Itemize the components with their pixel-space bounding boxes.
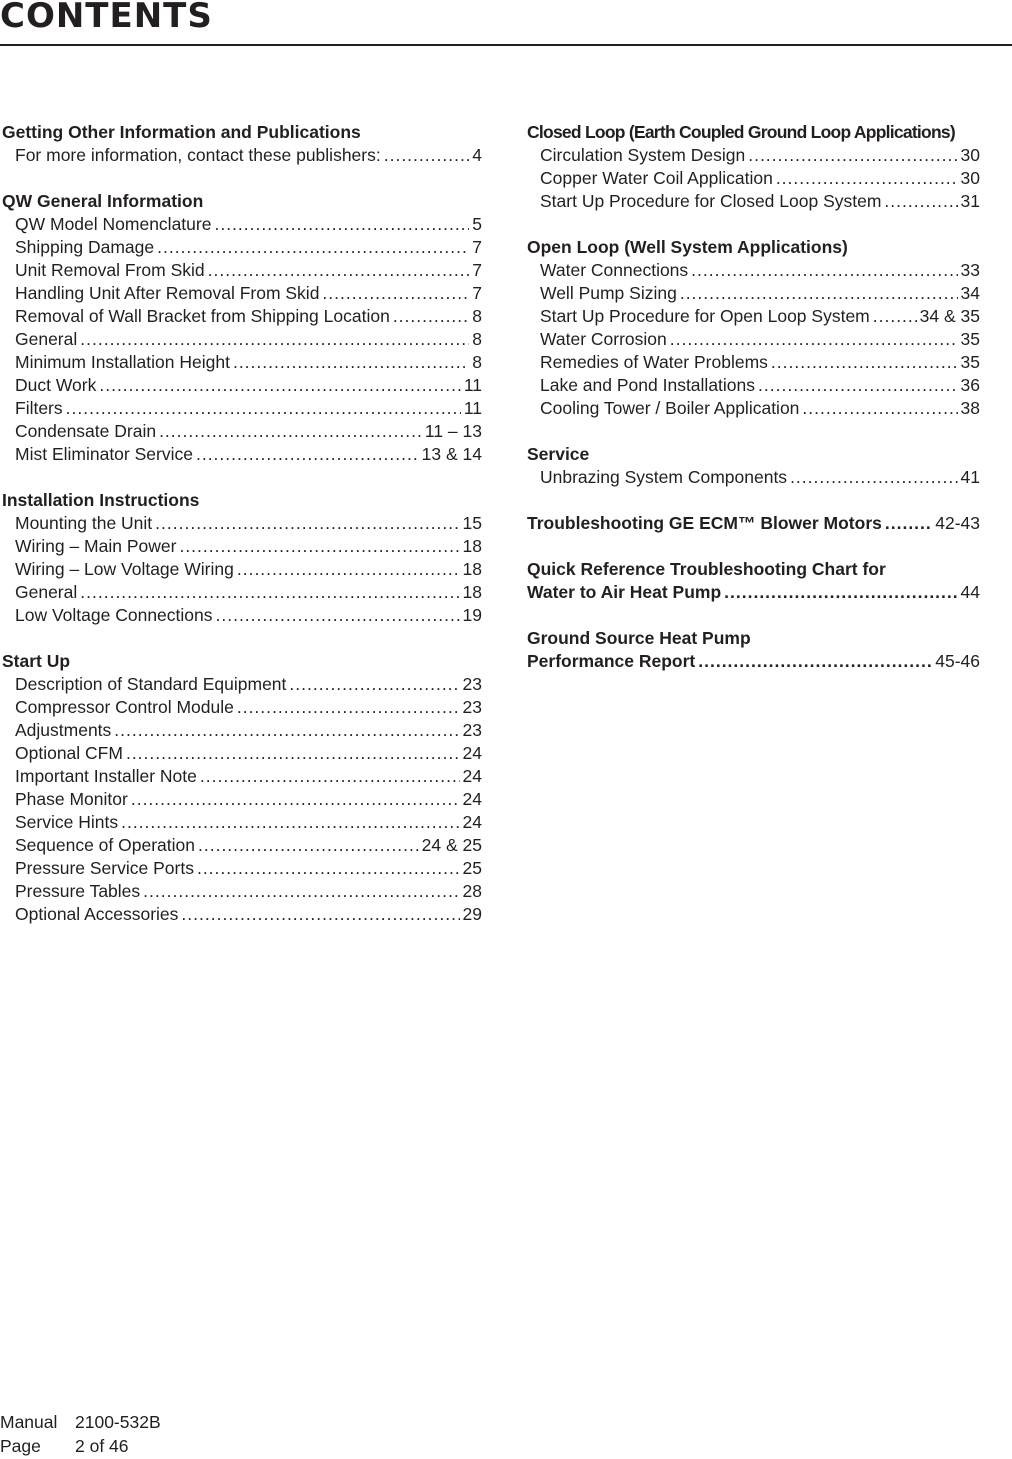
toc-entry-page: 35: [960, 329, 980, 349]
leader-dots: [670, 328, 958, 351]
toc-entry-start-up-procedure-for-open-loop-system[interactable]: [527, 305, 980, 328]
toc-entry-label: Pressure Service Ports: [15, 858, 194, 878]
toc-entry-for-more-information-contact-these-publishers[interactable]: [2, 144, 482, 167]
toc-entry-label: Shipping Damage: [15, 237, 155, 257]
leader-dots: [80, 328, 469, 351]
toc-entry-filters[interactable]: [2, 397, 482, 420]
leader-dots: [393, 305, 469, 328]
toc-entry-page: 7: [472, 283, 482, 303]
toc-entry-cooling-tower-boiler-application[interactable]: [527, 397, 980, 420]
toc-entry-page: 34: [960, 283, 980, 303]
leader-dots: [884, 190, 957, 213]
toc-entry-general[interactable]: [2, 581, 482, 604]
toc-entry-minimum-installation-height[interactable]: [2, 351, 482, 374]
toc-entry-label: Compressor Control Module: [15, 697, 234, 717]
toc-entry-remedies-of-water-problems[interactable]: [527, 351, 980, 374]
leader-dots: [99, 374, 460, 397]
toc-entry-label: Copper Water Coil Application: [540, 168, 773, 188]
section-title: QW General Information: [2, 191, 204, 211]
toc-section-getting-other-information-and-publications: [2, 121, 482, 167]
section-title: Closed Loop (Earth Coupled Ground Loop Applications): [527, 122, 955, 142]
toc-entry-page: 18: [462, 559, 482, 579]
footer-manual-label: Manual: [0, 1412, 58, 1432]
leader-dots: [80, 581, 459, 604]
toc-entry-page: 24: [462, 812, 482, 832]
leader-dots: [873, 305, 917, 328]
leader-dots: [208, 259, 470, 282]
toc-section-open-loop: [527, 236, 980, 420]
toc-entry-page: 29: [462, 904, 482, 924]
leader-dots: [155, 512, 459, 535]
toc-entry-label: Water to Air Heat Pump: [527, 582, 722, 602]
leader-dots: [790, 466, 957, 489]
toc-entry-page: 34 & 35: [919, 306, 980, 326]
toc-entry-phase-monitor[interactable]: [2, 788, 482, 811]
toc-entry-page: 5: [472, 214, 482, 234]
toc-entry-page: 24: [462, 789, 482, 809]
toc-entry-page: 42-43: [935, 513, 980, 533]
toc-entry-well-pump-sizing[interactable]: [527, 282, 980, 305]
toc-entry-label: Water Connections: [540, 260, 689, 280]
toc-entry-page: 18: [462, 582, 482, 602]
toc-entry-handling-unit-after-removal-from-skid[interactable]: [2, 282, 482, 305]
toc-left-column: [2, 121, 482, 949]
toc-entry-label: Troubleshooting GE ECM™ Blower Motors: [527, 513, 882, 533]
toc-entry-page: 13 & 14: [421, 444, 482, 464]
toc-entry-performance-report[interactable]: [527, 650, 980, 673]
toc-entry-page: 7: [472, 260, 482, 280]
leader-dots: [237, 558, 460, 581]
leader-dots: [214, 213, 469, 236]
leader-dots: [724, 581, 957, 604]
toc-entry-circulation-system-design[interactable]: [527, 144, 980, 167]
toc-entry-low-voltage-connections[interactable]: [2, 604, 482, 627]
toc-entry-removal-of-wall-bracket-from-shipping-location[interactable]: [2, 305, 482, 328]
toc-entry-page: 30: [960, 168, 980, 188]
toc-entry-label: Handling Unit After Removal From Skid: [15, 283, 320, 303]
toc-entry-label: Circulation System Design: [540, 145, 746, 165]
leader-dots: [698, 650, 932, 673]
toc-entry-service-hints[interactable]: [2, 811, 482, 834]
toc-entry-label: Optional CFM: [15, 743, 123, 763]
leader-dots: [157, 236, 469, 259]
toc-entry-label: Filters: [15, 398, 63, 418]
leader-dots: [196, 443, 419, 466]
toc-entry-page: 25: [462, 858, 482, 878]
section-title: Start Up: [2, 651, 71, 671]
toc-entry-label: Condensate Drain: [15, 421, 157, 441]
toc-entry-label: Cooling Tower / Boiler Application: [540, 398, 800, 418]
toc-entry-page: 45-46: [935, 651, 980, 671]
toc-entry-start-up-procedure-for-closed-loop-system[interactable]: [527, 190, 980, 213]
toc-entry-general[interactable]: [2, 328, 482, 351]
leader-dots: [771, 351, 958, 374]
toc-entry-troubleshooting[interactable]: [527, 512, 980, 535]
toc-entry-page: 28: [462, 881, 482, 901]
toc-entry-page: 7: [472, 237, 482, 257]
toc-entry-page: 30: [960, 145, 980, 165]
leader-dots: [114, 719, 459, 742]
toc-entry-label: Unit Removal From Skid: [15, 260, 205, 280]
leader-dots: [776, 167, 958, 190]
toc-entry-page: 8: [472, 329, 482, 349]
leader-dots: [748, 144, 957, 167]
leader-dots: [758, 374, 958, 397]
toc-entry-page: 15: [462, 513, 482, 533]
toc-entry-page: 18: [462, 536, 482, 556]
toc-entry-label: General: [15, 329, 78, 349]
toc-entry-page: 44: [960, 582, 980, 602]
leader-dots: [691, 259, 957, 282]
toc-section-start-up: [2, 650, 482, 926]
leader-dots: [680, 282, 958, 305]
toc-entry-page: 33: [960, 260, 980, 280]
toc-entry-label: Lake and Pond Installations: [540, 375, 756, 395]
toc-entry-label: Well Pump Sizing: [540, 283, 677, 303]
toc-entry-label: Phase Monitor: [15, 789, 128, 809]
toc-entry-pressure-tables[interactable]: [2, 880, 482, 903]
toc-entry-label: Wiring – Low Voltage Wiring: [15, 559, 234, 579]
toc-entry-compressor-control-module[interactable]: [2, 696, 482, 719]
toc-section-quick-reference: [527, 558, 980, 604]
toc-entry-label: Duct Work: [15, 375, 97, 395]
leader-dots: [198, 834, 419, 857]
leader-dots: [121, 811, 459, 834]
toc-entry-label: Remedies of Water Problems: [540, 352, 768, 372]
toc-entry-water-corrosion[interactable]: [527, 328, 980, 351]
toc-entry-page: 8: [472, 306, 482, 326]
page-footer: [0, 1410, 161, 1458]
leader-dots: [66, 397, 461, 420]
toc-entry-label: Optional Accessories: [15, 904, 179, 924]
toc-entry-water-connections[interactable]: [527, 259, 980, 282]
toc-entry-label: Removal of Wall Bracket from Shipping Location: [15, 306, 390, 326]
toc-entry-page: 23: [462, 720, 482, 740]
toc-entry-page: 19: [462, 605, 482, 625]
leader-dots: [159, 420, 422, 443]
toc-entry-copper-water-coil-application[interactable]: [527, 167, 980, 190]
leader-dots: [384, 144, 470, 167]
toc-entry-page: 24: [462, 766, 482, 786]
toc-entry-page: 38: [960, 398, 980, 418]
toc-section-qw-general-information: [2, 190, 482, 466]
toc-entry-label: Low Voltage Connections: [15, 605, 213, 625]
toc-entry-label: Start Up Procedure for Open Loop System: [540, 306, 870, 326]
toc-section-performance-report: [527, 627, 980, 673]
toc-entry-page: 11: [463, 398, 482, 418]
footer-page-value: 2 of 46: [75, 1436, 129, 1456]
toc-section-installation-instructions: [2, 489, 482, 627]
leader-dots: [131, 788, 460, 811]
footer-page-label: Page: [0, 1436, 41, 1456]
toc-entry-label: Start Up Procedure for Closed Loop System: [540, 191, 882, 211]
leader-dots: [179, 535, 459, 558]
toc-entry-page: 31: [960, 191, 980, 211]
leader-dots: [126, 742, 460, 765]
leader-dots: [197, 857, 460, 880]
toc-entry-label: General: [15, 582, 78, 602]
toc-entry-label: Water Corrosion: [540, 329, 667, 349]
toc-entry-page: 11 – 13: [424, 421, 482, 441]
toc-entry-label: Adjustments: [15, 720, 112, 740]
toc-entry-qw-model-nomenclature[interactable]: [2, 213, 482, 236]
toc-entry-page: 41: [960, 467, 980, 487]
toc-entry-wiring-main-power[interactable]: [2, 535, 482, 558]
toc-entry-label: Pressure Tables: [15, 881, 141, 901]
toc-entry-pressure-service-ports[interactable]: [2, 857, 482, 880]
toc-entry-label: QW Model Nomenclature: [15, 214, 212, 234]
toc-entry-label: Mist Eliminator Service: [15, 444, 193, 464]
footer-manual-value: 2100-532B: [75, 1412, 161, 1432]
leader-dots: [237, 696, 460, 719]
toc-section-closed-loop: [527, 121, 980, 213]
toc-entry-label: Important Installer Note: [15, 766, 197, 786]
toc-entry-label: Unbrazing System Components: [540, 467, 788, 487]
leader-dots: [200, 765, 460, 788]
toc-entry-shipping-damage[interactable]: [2, 236, 482, 259]
section-title: Quick Reference Troubleshooting Chart for: [527, 559, 886, 579]
toc-entry-page: 8: [472, 352, 482, 372]
leader-dots: [289, 673, 459, 696]
toc-section-troubleshooting: [527, 512, 980, 535]
toc-entry-sequence-of-operation[interactable]: [2, 834, 482, 857]
toc-entry-page: 4: [472, 145, 482, 165]
toc-entry-page: 36: [960, 375, 980, 395]
toc-entry-page: 23: [462, 674, 482, 694]
toc-entry-adjustments[interactable]: [2, 719, 482, 742]
toc-entry-label: For more information, contact these publishers:: [15, 145, 381, 165]
section-title: Ground Source Heat Pump: [527, 628, 751, 648]
toc-entry-condensate-drain[interactable]: [2, 420, 482, 443]
toc-entry-lake-and-pond-installations[interactable]: [527, 374, 980, 397]
toc-entry-important-installer-note[interactable]: [2, 765, 482, 788]
toc-entry-label: Minimum Installation Height: [15, 352, 230, 372]
toc-entry-optional-accessories[interactable]: [2, 903, 482, 926]
section-title: Installation Instructions: [2, 490, 200, 510]
leader-dots: [143, 880, 459, 903]
section-title: Service: [527, 444, 590, 464]
toc-entry-page: 23: [462, 697, 482, 717]
toc-entry-mounting-the-unit[interactable]: [2, 512, 482, 535]
leader-dots: [322, 282, 469, 305]
toc-entry-optional-cfm[interactable]: [2, 742, 482, 765]
leader-dots: [233, 351, 469, 374]
toc-section-service: [527, 443, 980, 489]
footer-page: [0, 1434, 161, 1458]
toc-entry-page: 11: [463, 375, 482, 395]
toc-entry-label: Service Hints: [15, 812, 119, 832]
leader-dots: [181, 903, 459, 926]
toc-entry-quick-reference[interactable]: [527, 581, 980, 604]
toc-entry-wiring-low-voltage-wiring[interactable]: [2, 558, 482, 581]
footer-manual: [0, 1410, 161, 1434]
toc-entry-label: Performance Report: [527, 651, 696, 671]
leader-dots: [216, 604, 460, 627]
toc-entry-page: 24 & 25: [421, 835, 482, 855]
section-title: Getting Other Information and Publications: [2, 122, 361, 142]
toc-entry-unit-removal-from-skid[interactable]: [2, 259, 482, 282]
leader-dots: [885, 512, 932, 535]
toc-entry-label: Description of Standard Equipment: [15, 674, 287, 694]
toc-entry-mist-eliminator-service[interactable]: [2, 443, 482, 466]
toc-entry-unbrazing-system-components[interactable]: [527, 466, 980, 489]
toc-right-column: [527, 121, 980, 696]
page-title: CONTENTS: [0, 0, 213, 36]
title-divider: [0, 44, 1012, 46]
toc-entry-page: 35: [960, 352, 980, 372]
toc-entry-label: Mounting the Unit: [15, 513, 153, 533]
toc-entry-label: Wiring – Main Power: [15, 536, 177, 556]
section-title: Open Loop (Well System Applications): [527, 237, 848, 257]
toc-entry-page: 24: [462, 743, 482, 763]
toc-entry-label: Sequence of Operation: [15, 835, 195, 855]
leader-dots: [802, 397, 957, 420]
toc-entry-duct-work[interactable]: [2, 374, 482, 397]
toc-entry-description-of-standard-equipment[interactable]: [2, 673, 482, 696]
